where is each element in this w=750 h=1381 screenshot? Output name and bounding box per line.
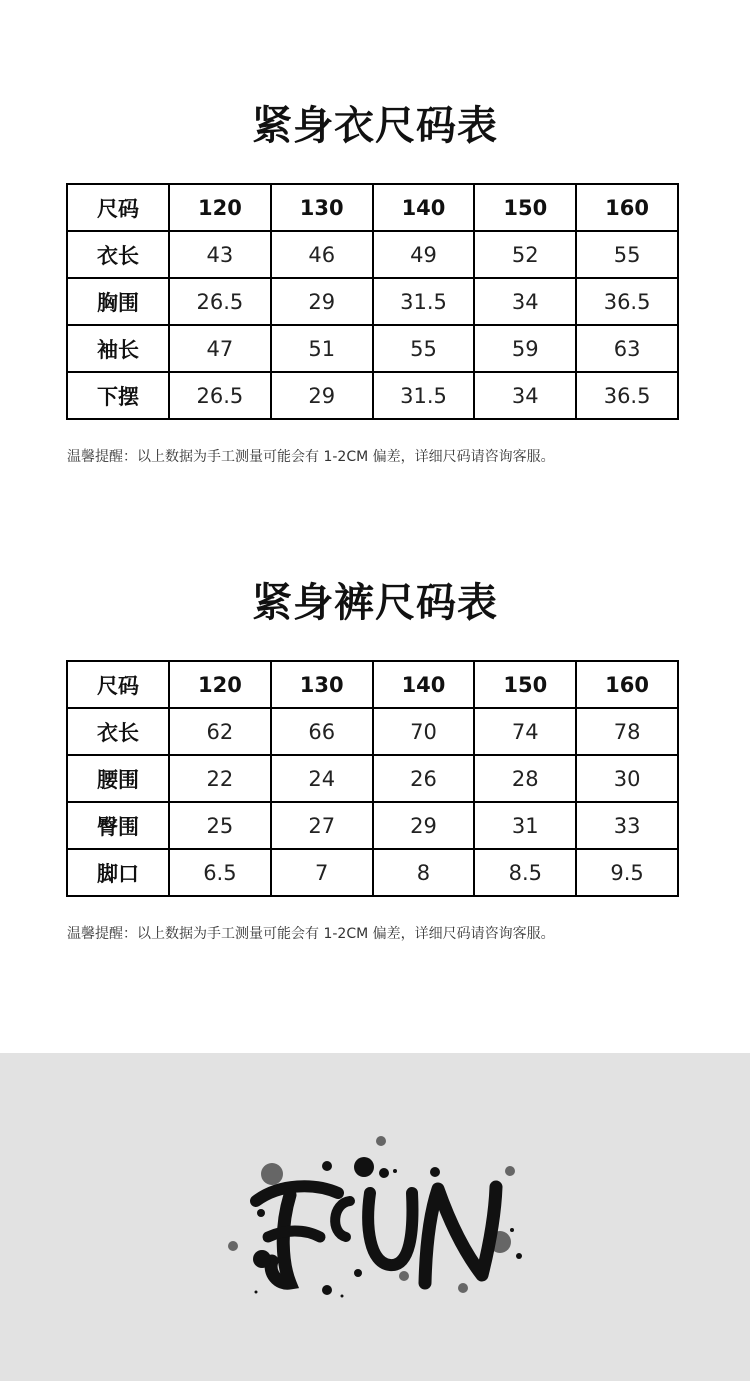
row-label: 衣长 (67, 231, 169, 278)
row-label: 胸围 (67, 278, 169, 325)
table-cell: 29 (373, 802, 475, 849)
header-cell: 160 (576, 661, 678, 708)
header-cell: 130 (271, 184, 373, 231)
footer-banner (0, 1053, 750, 1381)
header-cell: 140 (373, 184, 475, 231)
table-cell: 30 (576, 755, 678, 802)
table-cell: 52 (474, 231, 576, 278)
table-cell: 78 (576, 708, 678, 755)
table-cell: 8 (373, 849, 475, 896)
table-cell: 31.5 (373, 372, 475, 419)
header-cell: 120 (169, 184, 271, 231)
table-cell: 29 (271, 278, 373, 325)
table-cell: 26.5 (169, 278, 271, 325)
table-cell: 51 (271, 325, 373, 372)
pants-size-chart-title: 紧身裤尺码表 (252, 580, 498, 626)
table-cell: 46 (271, 231, 373, 278)
table-cell: 22 (169, 755, 271, 802)
table-cell: 49 (373, 231, 475, 278)
header-cell: 140 (373, 661, 475, 708)
table-row (67, 849, 678, 896)
table-row (67, 708, 678, 755)
header-cell: 尺码 (67, 184, 169, 231)
table-cell: 43 (169, 231, 271, 278)
table-cell: 59 (474, 325, 576, 372)
header-cell: 160 (576, 184, 678, 231)
table-cell: 62 (169, 708, 271, 755)
table-cell: 36.5 (576, 278, 678, 325)
table-cell: 55 (373, 325, 475, 372)
table-cell: 6.5 (169, 849, 271, 896)
row-label: 脚口 (67, 849, 169, 896)
table-row (67, 755, 678, 802)
measurement-note: 温馨提醒：以上数据为手工测量可能会有 1-2CM 偏差，详细尺码请咨询客服。 (67, 449, 555, 465)
header-cell: 150 (474, 184, 576, 231)
row-label: 袖长 (67, 325, 169, 372)
table-cell: 70 (373, 708, 475, 755)
tops-size-chart-title: 紧身衣尺码表 (252, 103, 498, 149)
row-label: 衣长 (67, 708, 169, 755)
table-cell: 7 (271, 849, 373, 896)
table-row (67, 231, 678, 278)
brand-logo-icon (220, 1133, 530, 1303)
pants-size-table (66, 660, 679, 897)
table-row (67, 802, 678, 849)
row-label: 臀围 (67, 802, 169, 849)
table-cell: 9.5 (576, 849, 678, 896)
row-label: 腰围 (67, 755, 169, 802)
table-cell: 27 (271, 802, 373, 849)
measurement-note: 温馨提醒：以上数据为手工测量可能会有 1-2CM 偏差，详细尺码请咨询客服。 (67, 926, 555, 942)
table-cell: 34 (474, 278, 576, 325)
table-cell: 36.5 (576, 372, 678, 419)
table-row (67, 325, 678, 372)
table-cell: 29 (271, 372, 373, 419)
table-cell: 8.5 (474, 849, 576, 896)
table-cell: 66 (271, 708, 373, 755)
header-cell: 尺码 (67, 661, 169, 708)
table-cell: 31 (474, 802, 576, 849)
table-cell: 28 (474, 755, 576, 802)
table-cell: 33 (576, 802, 678, 849)
table-row (67, 278, 678, 325)
table-cell: 31.5 (373, 278, 475, 325)
table-cell: 26 (373, 755, 475, 802)
table-cell: 55 (576, 231, 678, 278)
header-cell: 120 (169, 661, 271, 708)
table-cell: 26.5 (169, 372, 271, 419)
table-cell: 25 (169, 802, 271, 849)
tops-size-table (66, 183, 679, 420)
table-cell: 34 (474, 372, 576, 419)
header-cell: 130 (271, 661, 373, 708)
table-cell: 74 (474, 708, 576, 755)
table-header-row (67, 661, 678, 708)
row-label: 下摆 (67, 372, 169, 419)
table-cell: 24 (271, 755, 373, 802)
table-cell: 63 (576, 325, 678, 372)
table-cell: 47 (169, 325, 271, 372)
header-cell: 150 (474, 661, 576, 708)
table-header-row (67, 184, 678, 231)
table-row (67, 372, 678, 419)
